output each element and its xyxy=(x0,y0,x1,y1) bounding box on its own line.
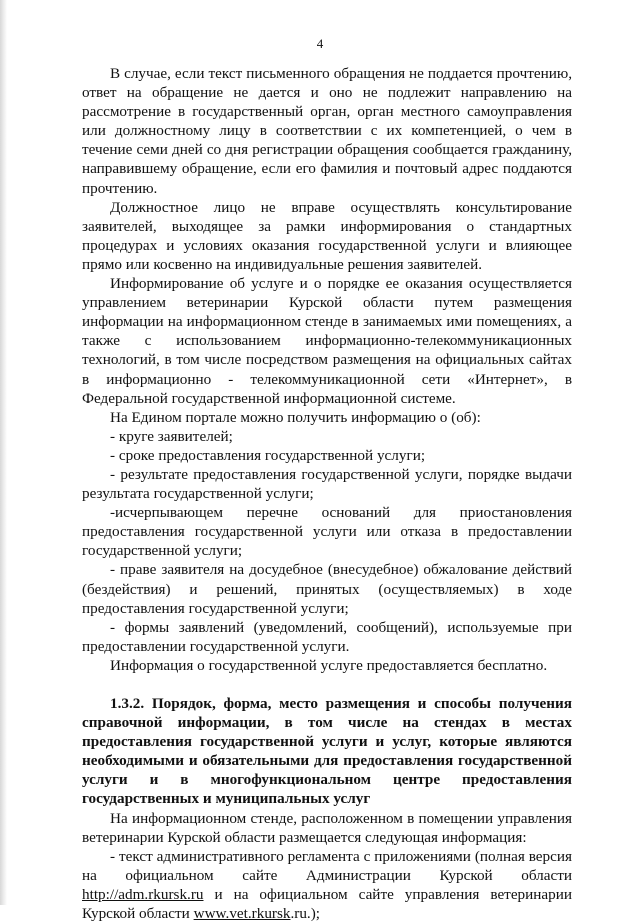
paragraph-unreadable-appeal: В случае, если текст письменного обращения не поддается прочтению, ответ на обращение не дается и оно не подлежит направлению на рассмотрение в государственный орган, орган местного самоуправления или должностному лицу в соответствии с их компетенцией, о чем в течение семи дней со дня регистрации обращения сообщается гражданину, направившему обращение, если его фамилия и почтовый адрес поддаются прочтению. xyxy=(82,65,572,197)
list-item: - результате предоставления государственной услуги, порядке выдачи результата государственной услуги; xyxy=(82,465,572,503)
list-item: - круге заявителей; xyxy=(110,427,233,445)
list-item: - праве заявителя на досудебное (внесудебное) обжалование действий (бездействия) и решений, принятых (осуществляемых) в ходе предоставления государственной услуги; xyxy=(82,561,572,617)
vet-site-link[interactable]: www.vet.rkursk xyxy=(193,905,291,923)
list-item: - сроке предоставления государственной услуги; xyxy=(110,446,426,464)
scan-edge-shadow xyxy=(0,0,7,905)
paragraph-portal-intro: На Едином портале можно получить информацию о (об): xyxy=(110,408,481,426)
regulation-text-before: - текст административного регламента с приложениями (полная версия на официальном сайте Администрации Курской области xyxy=(82,847,572,884)
page-number: 4 xyxy=(316,36,324,51)
list-item-regulation-text xyxy=(82,847,572,923)
adm-site-link[interactable]: http://adm.rkursk.ru xyxy=(82,885,204,903)
regulation-text-after: .ru.); xyxy=(290,905,321,923)
list-item: - формы заявлений (уведомлений, сообщений), используемые при предоставлении государственной услуги. xyxy=(82,618,572,655)
list-item: -исчерпывающем перечне оснований для приостановления предоставления государственной услуги или отказа в предоставлении государственной услуги; xyxy=(82,504,572,560)
paragraph-official-limits: Должностное лицо не вправе осуществлять консультирование заявителей, выходящее за рамки информирования о стандартных процедурах и условиях оказания государственной услуги и влияющее прямо или косвенно на индивидуальные решения заявителей. xyxy=(82,198,572,273)
paragraph-free-of-charge: Информация о государственной услуге предоставляется бесплатно. xyxy=(110,656,548,674)
paragraph-stand-intro: На информационном стенде, расположенном в помещении управления ветеринарии Курской области размещается следующая информация: xyxy=(82,809,572,846)
document-body xyxy=(82,64,572,923)
paragraph-informing: Информирование об услуге и о порядке ее оказания осуществляется управлением ветеринарии Курской области путем размещения информации на информационном стенде в занимаемых ими помещениях, а также с использованием информационно-телекоммуникационных технологий, в том числе посредством размещения на официальных сайтах в информационно - телекоммуникационной сети «Интернет», в Федеральной государственной информационной системе. xyxy=(82,275,572,407)
section-heading: 1.3.2. Порядок, форма, место размещения и способы получения справочной информации, в том числе на стендах в местах предоставления государственной услуги и услуг, которые являются необходимыми и обязательными для предоставления государственной услуги и в многофункциональном центре предоставления государственных и муниципальных услуг xyxy=(82,695,572,808)
regulation-text-between: и на официальном сайте управления ветеринарии Курской области xyxy=(82,885,572,923)
